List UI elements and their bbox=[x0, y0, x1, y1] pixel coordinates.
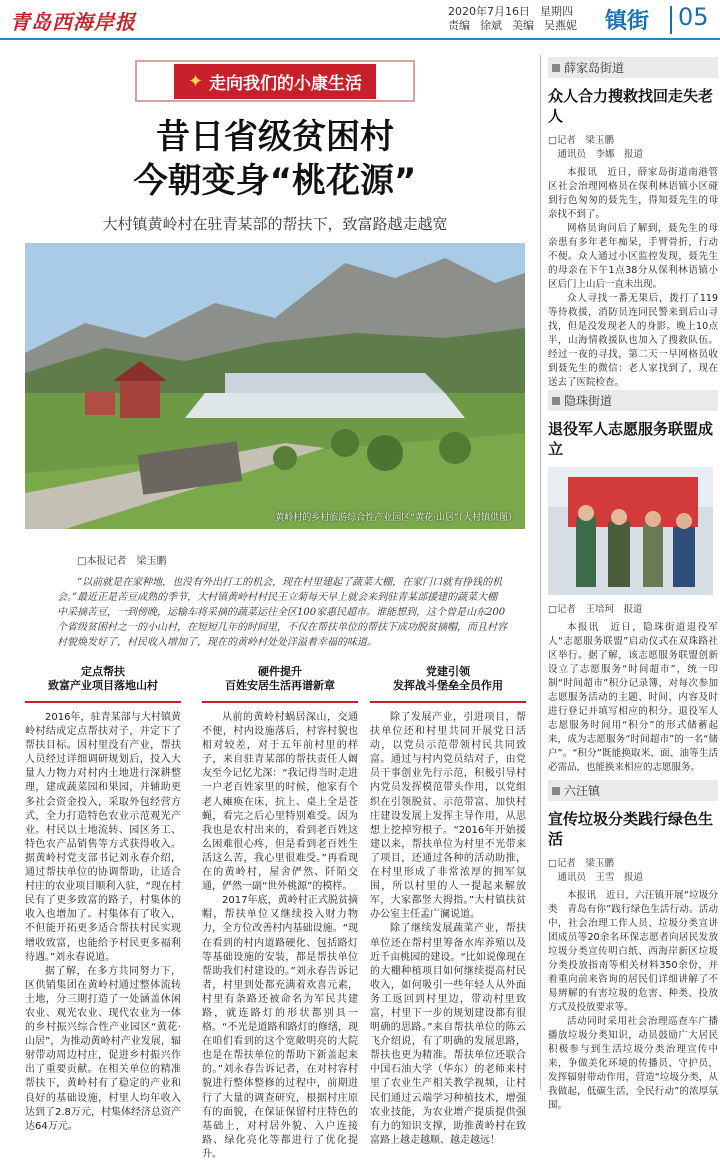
editor-role: 责编 bbox=[448, 19, 470, 32]
byline-line: 通讯员 王雪 报道 bbox=[548, 872, 644, 883]
column-divider bbox=[540, 55, 541, 1090]
column-heading bbox=[202, 663, 358, 703]
headline-line: 昔日省级贫困村 bbox=[156, 117, 394, 157]
header-divider bbox=[670, 6, 672, 34]
headline bbox=[20, 115, 530, 203]
paragraph: 除了继续发展蔬菜产业，帮扶单位还在帮村里筹备水库养殖以及近千亩桃园的建设。“比如说像现在的大棚种植项目如何继续提高村民收入，如何吸引一些年轻人从外面务工返回到村里边，带动村里致富，村里下一步的规划建设都有很明确的思路。”来自帮扶单位的陈云飞介绍说，有了明确的发展思路，帮扶也更为精准。帮扶单位还联合中国石油大学（华东）的老师来村里了农业生产相关教学视频，让村民们通过云端学习种植技术，增强农业技能，为农业增产提质提供强有力的知识支撑，助推黄岭村在致富路上越走越顺、越走越远！ bbox=[370, 923, 526, 1146]
column-heading-line: 硬件提升 bbox=[258, 665, 302, 678]
subheadline: 大村镇黄岭村在驻青某部的帮扶下，致富路越走越宽 bbox=[102, 215, 448, 233]
brief-label bbox=[548, 390, 718, 411]
column-heading-line: 发挥战斗堡垒全员作用 bbox=[393, 679, 503, 692]
paragraph: 活动同时采用社会治理巡查车广播播放垃圾分类知识，动员鼓励广大居民积极参与到生活垃圾分类治理宣传中来，争做美化环境的传播员、守护员，发挥辐射带动作用，营造“垃圾分类，从我做起，低碳生活，全民行动”的浓厚氛围。 bbox=[548, 1016, 718, 1111]
column-heading bbox=[25, 663, 181, 703]
square-icon bbox=[552, 397, 560, 405]
square-icon bbox=[552, 787, 560, 795]
brief-label bbox=[548, 780, 718, 801]
square-icon bbox=[552, 64, 560, 72]
banner-label: 走向我们的小康生活 bbox=[209, 73, 363, 94]
brief-title: 众人合力搜救找回走失老人 bbox=[548, 87, 714, 125]
headline-line: 今朝变身“桃花源” bbox=[133, 161, 417, 201]
byline-line: □记者 梁玉鹏 bbox=[548, 135, 614, 146]
news-brief bbox=[548, 390, 718, 811]
column-heading-line: 定点帮扶 bbox=[81, 665, 125, 678]
byline-line: 通讯员 李娜 报道 bbox=[548, 149, 644, 160]
article-column bbox=[370, 663, 526, 1146]
brief-label-text: 薛家岛街道 bbox=[564, 61, 625, 75]
news-brief bbox=[548, 780, 718, 1109]
paragraph: 2017年底，黄岭村正式脱贫摘帽，帮扶单位又继续投入财力物力，全方位改善村内基础设施。“现在看到的村内道路硬化、包括路灯等基础设施的安装，都是帮扶单位帮助我们村建设的。”刘永春告诉记者，村里到处都充满着欢喜元素，村里有条路还被命名为军民共建路，就连路灯的形状都别具一格。“不光是道路和路灯的修缮，现在咱们看到的这个宽敞明亮的大院也是在帮扶单位的帮助下新盖起来的。”刘永春告诉记者，在对村容村貌进行整体整修的过程中，前期进行了大量的调查研究，根据村庄原有的面貌，在保证保留村庄特色的基础上，对村居外貌、入户连接路、绿化亮化等都进行了优化提升。 bbox=[202, 895, 358, 1160]
brief-byline bbox=[548, 603, 718, 617]
column-heading-line: 致富产业项目落地山村 bbox=[48, 679, 158, 692]
village-photo-illustration bbox=[25, 243, 525, 529]
village-photo bbox=[25, 243, 525, 529]
paragraph: 众人寻找一番无果后，拨打了119等待救援，消防员连同民警来到后山寻找，但是没发现老人的身影。晚上10点半，山海情救援队也加入了搜救队伍。经过一夜的寻找，第二天一早网格员收到聂先生的微信：老人家找到了，现在送去了医院检查。 bbox=[548, 293, 718, 388]
column-banner bbox=[135, 60, 415, 102]
paragraph: 网格员询问后了解到，聂先生的母亲患有多年老年痴呆，手臂骨折，行动不便。众人通过小区监控发现，聂先生的母亲在下午1点38分从保利林语镇小区后门上山后一直未出现。 bbox=[548, 223, 718, 290]
main-story bbox=[20, 55, 530, 1160]
section-name: 镇街 bbox=[605, 9, 650, 34]
brief-title: 宣传垃圾分类践行绿色生活 bbox=[548, 810, 714, 848]
volunteer-photo bbox=[548, 467, 713, 595]
paragraph: 本报讯 近日，六汪镇开展“垃圾分类 青岛有你”践行绿色生活行动。活动中，社会治理工作人员、垃圾分类宣讲团成员等20余名环保志愿者向居民发放垃圾分类宣传明白纸、西海岸新区垃圾分类投放指南等相关材料350余份，并着重向前来咨询的居民们详细讲解了不易辨解的有害垃圾的危害、种类、投放方式及投放要求等。 bbox=[548, 890, 718, 1013]
byline-line: □记者 梁玉鹏 bbox=[548, 858, 614, 869]
issue-date: 2020年7月16日 bbox=[448, 5, 530, 18]
photo-caption: 黄岭村的乡村旅游综合性产业园区“黄花·山居”（大村镇供图） bbox=[275, 513, 517, 523]
paragraph: 据了解，在多方共同努力下，区供销集团在黄岭村通过整体流转土地，分三期打造了一处涵盖休闲农业、观光农业、现代农业为一体的乡村振兴综合性产业园区“黄花·山居”，为推动黄岭村产业发展，辐射带动周边村庄，促进乡村振兴作出了重要贡献。在相关单位的精准帮扶下，黄岭村有了稳定的产业和良好的基础设施，村里人均年收入达到了2.8万元，村集体经济总资产达64万元。 bbox=[25, 965, 181, 1132]
brief-byline bbox=[548, 857, 718, 885]
column-heading-line: 党建引领 bbox=[426, 665, 470, 678]
volunteer-photo-illustration bbox=[548, 467, 713, 595]
sidebar bbox=[548, 55, 718, 1111]
editor-name: 吴燕妮 bbox=[544, 19, 577, 32]
article-column bbox=[25, 663, 181, 1132]
page-number: 05 bbox=[678, 3, 709, 31]
editor-role: 美编 bbox=[512, 19, 534, 32]
brief-body bbox=[548, 166, 718, 426]
issue-weekday: 星期四 bbox=[540, 5, 573, 18]
lead-paragraph: “以前就是在家种地，也没有外出打工的机会，现在村里建起了蔬菜大棚，在家门口就有挣钱的机会。”最近正是苦豆成熟的季节，大村镇黄岭村村民王立菊每天早上就会来到驻青某部援建的蔬菜大棚中采摘苦豆，一到傍晚，运输车将采摘的蔬菜运往全区100家惠民超市。谁能想到，这个曾是山东200个省级贫困村之一的小山村，在短短几年的时间里，不仅在帮扶单位的帮扶下成功脱贫摘帽，而且村容村貌焕发好了，村民收入增加了，现在的黄岭村处处洋溢着幸福的味道。 bbox=[57, 577, 507, 648]
masthead: 青岛西海岸报 bbox=[10, 10, 136, 34]
column-body bbox=[370, 711, 526, 1146]
brief-body bbox=[548, 889, 718, 1109]
flame-icon: ✦ bbox=[187, 70, 204, 92]
news-brief bbox=[548, 57, 718, 426]
brief-byline bbox=[548, 134, 718, 162]
column-body bbox=[202, 711, 358, 1160]
column-heading-line: 百姓安居生活再谱新章 bbox=[225, 679, 335, 692]
article-column bbox=[202, 663, 358, 1160]
paragraph: 本报讯 近日，薛家岛街道南港管区社会治理网格员在保利林语镇小区碰到行色匆匆的聂先生，得知聂先生的母亲找不到了。 bbox=[548, 167, 718, 220]
brief-label-text: 六汪镇 bbox=[564, 784, 601, 798]
column-body bbox=[25, 711, 181, 1132]
paragraph: 从前的黄岭村蜗居深山，交通不便，村内设施落后，村容村貌也相对较差，对于五年前村里的样子，来自驻青某部的帮扶责任人阚友至今记忆尤深：“我记得当时走进一户老百姓家里的时候，他家有个老人瘫痪在床，抗上、桌上全是苍蝇，看完之后心里特别难受。因为我也是农村出来的，看到老百姓这么困难很心疼，但是看到老百姓生活这么苦，我心里很难受。”再看现在的黄岭村，屋舍俨然、阡陌交通，俨然一副“世外桃源”的模样。 bbox=[202, 712, 358, 893]
byline: □本报记者 梁玉鹏 bbox=[77, 556, 167, 567]
brief-title: 退役军人志愿服务联盟成立 bbox=[548, 420, 714, 458]
paragraph: 2016年，驻青某部与大村镇黄岭村结成定点帮扶对子，并定下了帮扶目标。因村里没有产业，帮扶人员经过详细调研规划后，投入大量人力物力对村内土地进行深耕整理，建成蔬菜园和果园，并辅助更多社会资金投入，采取外包经营方式，全力打造特色农业示范观光产业。村民以土地流转、园区务工、特色农产品销售等方式获得收入。据黄岭村党支部书记刘永春介绍，通过帮扶单位的协调帮助，让适合村庄的农业项目顺利入驻，“现在村民有了更多致富的路子，村集体的收入也增加了。村集体有了收入，不但能开拓更多适合帮扶村民实现增收致富，也能给予村民更多福利待遇。”刘永春说道。 bbox=[25, 712, 181, 963]
brief-label bbox=[548, 57, 718, 78]
column-heading bbox=[370, 663, 526, 703]
page-header bbox=[0, 0, 720, 40]
paragraph: 本报讯 近日，隐珠街道退役军人“志愿服务联盟”启动仪式在双珠路社区举行。据了解，该志愿服务联盟创新设立了志愿服务“时间超市”，统一印制“时间超市”积分记录簿，对每次参加志愿服务活动的主题、时间、内容及时进行登记并填写相应的积分。退役军人志愿服务时间用“积分”的形式储蓄起来，成为志愿服务“时间超市”的一名“储户”。“积分”既能换取米、面、油等生活必需品，也能换来相应的志愿服务。 bbox=[548, 622, 718, 773]
paragraph: 除了发展产业，引进项目，帮扶单位还和村里共同开展党日活动，以党员示范带领村民共同致富。通过与村内党员结对子，由党员干事创业先行示范，积极引导村内党员发挥模范带头作用，以党组织在引领脱贫、示范带富、加快村庄建设发展上发挥主导作用，从思想上挖掉穷根子。“2016年开始援建以来，帮扶单位为村里不光带来了项目，还通过各种的活动助推，在村里形成了非常浓厚的拥军氛围，所以村里的人一提起来解放军，大家都竖大拇指。”大村镇扶贫办公室主任孟广澜说道。 bbox=[370, 712, 526, 921]
editor-name: 徐斌 bbox=[480, 19, 502, 32]
brief-label-text: 隐珠街道 bbox=[564, 394, 613, 408]
byline-line: □记者 王培珂 报道 bbox=[548, 604, 643, 615]
